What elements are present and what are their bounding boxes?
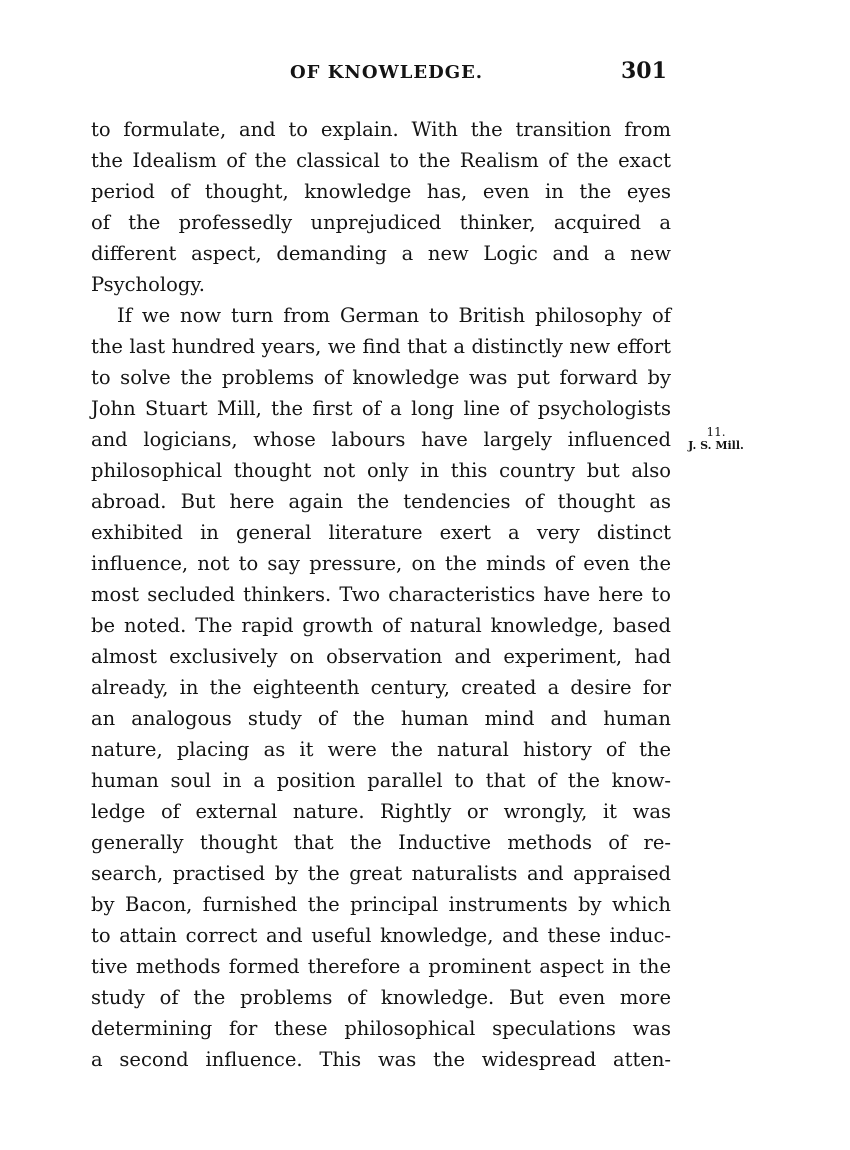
text-line: human soul in a position parallel to that of the know- xyxy=(91,769,671,792)
text-line: an analogous study of the human mind and human xyxy=(91,707,671,730)
text-line: to attain correct and useful knowledge, and these induc- xyxy=(91,924,671,947)
text-line: abroad. But here again the tendencies of thought as xyxy=(91,490,671,513)
text-line: philosophical thought not only in this country but also xyxy=(91,459,671,482)
text-line: period of thought, knowledge has, even in the eyes xyxy=(91,180,671,203)
text-line: John Stuart Mill, the first of a long line of psychologists xyxy=(91,397,671,420)
text-line: generally thought that the Inductive methods of re- xyxy=(91,831,671,854)
text-line: the last hundred years, we find that a distinctly new effort xyxy=(91,335,671,358)
running-head: OF KNOWLEDGE. xyxy=(290,62,484,83)
text-line: the Idealism of the classical to the Realism of the exact xyxy=(91,149,671,172)
text-line: already, in the eighteenth century, created a desire for xyxy=(91,676,671,699)
text-line: ledge of external nature. Rightly or wrongly, it was xyxy=(91,800,671,823)
text-line: search, practised by the great naturalists and appraised xyxy=(91,862,671,885)
marginal-note xyxy=(681,425,751,453)
paragraph-first-line: If we now turn from German to British philosophy of xyxy=(117,304,671,327)
text-line: tive methods formed therefore a prominent aspect in the xyxy=(91,955,671,978)
text-line: almost exclusively on observation and experiment, had xyxy=(91,645,671,668)
page-number: 301 xyxy=(621,58,667,84)
text-line: determining for these philosophical speculations was xyxy=(91,1017,671,1040)
text-line: to solve the problems of knowledge was put forward by xyxy=(91,366,671,389)
text-line: exhibited in general literature exert a very distinct xyxy=(91,521,671,544)
text-line: be noted. The rapid growth of natural knowledge, based xyxy=(91,614,671,637)
text-line: by Bacon, furnished the principal instruments by which xyxy=(91,893,671,916)
text-line: most secluded thinkers. Two characteristics have here to xyxy=(91,583,671,606)
text-line: nature, placing as it were the natural history of the xyxy=(91,738,671,761)
section-number: 11. xyxy=(706,425,726,439)
text-line: and logicians, whose labours have largely influenced xyxy=(91,428,671,451)
text-line: study of the problems of knowledge. But even more xyxy=(91,986,671,1009)
section-label: J. S. Mill. xyxy=(688,439,744,452)
text-line: influence, not to say pressure, on the minds of even the xyxy=(91,552,671,575)
body-text xyxy=(91,114,671,1075)
text-line: different aspect, demanding a new Logic and a new xyxy=(91,242,671,265)
text-line: of the professedly unprejudiced thinker, acquired a xyxy=(91,211,671,234)
text-line: to formulate, and to explain. With the transition from xyxy=(91,118,671,141)
text-line: Psychology. xyxy=(91,273,205,296)
text-line: a second influence. This was the widespread atten- xyxy=(91,1048,671,1071)
